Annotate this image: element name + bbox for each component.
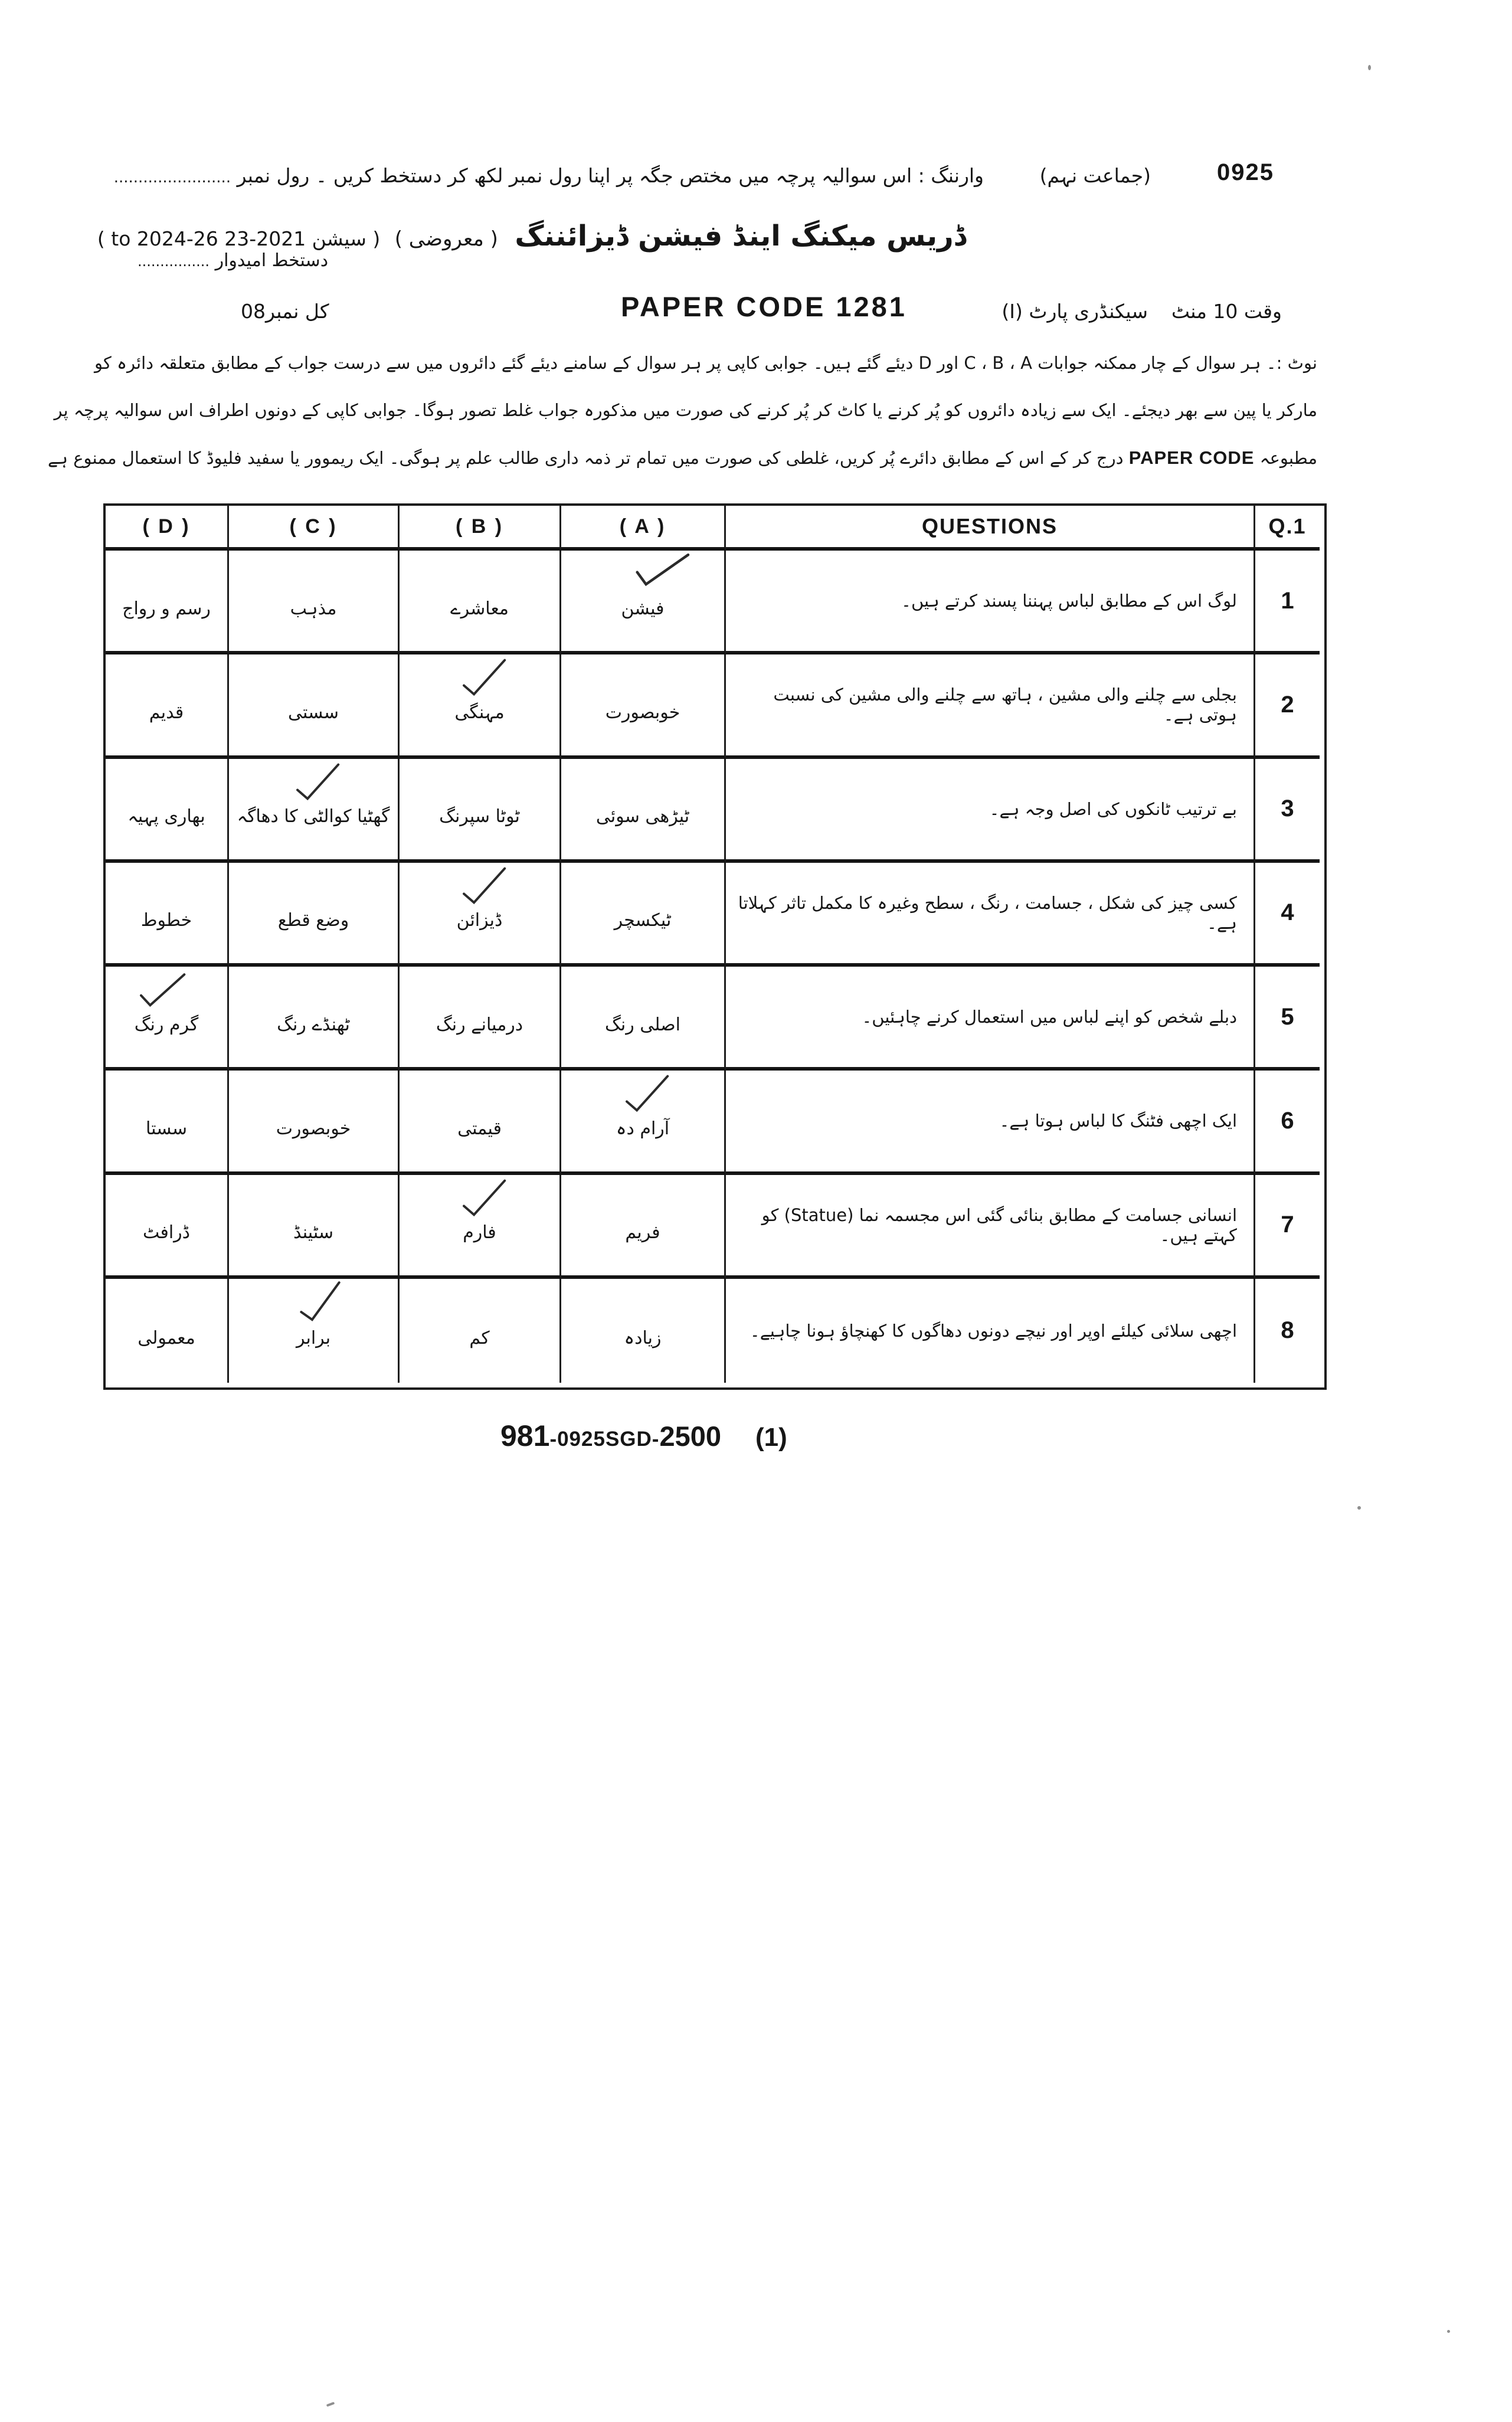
- option-d-row-3: [106, 759, 229, 863]
- option-b-row-1: [400, 551, 561, 654]
- column-header-qno: Q.1: [1255, 506, 1320, 551]
- question-number-row-7: 7: [1255, 1175, 1320, 1279]
- option-text: ٹھنڈے رنگ: [277, 1014, 350, 1035]
- print-serial: 981: [500, 1419, 550, 1452]
- answer-check-icon: [458, 865, 510, 911]
- option-d-row-8: [106, 1279, 229, 1383]
- answer-check-icon: [292, 761, 345, 807]
- option-text: فارم: [463, 1222, 496, 1243]
- option-b-row-8: [400, 1279, 561, 1383]
- option-text: گھٹیا کوالٹی کا دھاگہ: [237, 806, 390, 827]
- question-text-row-1: لوگ اس کے مطابق لباس پہننا پسند کرتے ہیں۔: [726, 551, 1255, 654]
- option-c-row-6: [229, 1071, 400, 1174]
- note-line-2: مارکر یا پین سے بھر دیجئے۔ ایک سے زیادہ دائروں کو پُر کرنے یا کاٹ کر پُر کرنے کی صورت میں مذکورہ جواب غلط تصور ہوگا۔ جوابی کاپی کے دونوں اطراف اس سوالیہ پرچہ پر: [54, 400, 1317, 420]
- question-number-row-4: 4: [1255, 863, 1320, 967]
- question-number-row-6: 6: [1255, 1071, 1320, 1174]
- warning-line: [114, 164, 984, 187]
- option-text: سستا: [145, 1118, 188, 1139]
- option-c-row-1: [229, 551, 400, 654]
- answer-check-icon: [137, 970, 188, 1014]
- paper-title: ڈریس میکنگ اینڈ فیشن ڈیزائننگ: [515, 220, 966, 253]
- answer-check-icon: [630, 543, 693, 598]
- page-number: (1): [755, 1423, 787, 1452]
- option-text: اصلی رنگ: [605, 1014, 680, 1035]
- option-b-row-4: [400, 863, 561, 967]
- option-text: سٹینڈ: [293, 1222, 334, 1243]
- option-text: قدیم: [149, 702, 184, 723]
- mcq-table: [103, 503, 1327, 1390]
- paper-number: 0925: [1217, 159, 1274, 185]
- time-allowed-label: وقت 10 منٹ: [1171, 300, 1282, 323]
- option-a-row-4: [561, 863, 726, 967]
- option-text: فریم: [625, 1222, 660, 1243]
- column-header-d: ( D ): [106, 506, 229, 551]
- column-header-questions: QUESTIONS: [726, 506, 1255, 551]
- question-text-row-4: کسی چیز کی شکل ، جسامت ، رنگ ، سطح وغیرہ کا مکمل تاثر کہلاتا ہے۔: [726, 863, 1255, 967]
- note-line-3: [48, 447, 1317, 469]
- option-d-row-2: [106, 654, 229, 758]
- note-line-1: نوٹ :۔ ہر سوال کے چار ممکنہ جوابات C ، B ، A اور D دیئے گئے ہیں۔ جوابی کاپی پر ہر سوال کے سامنے دیئے گئے دائروں میں سے درست جواب کے مطابق متعلقہ دائرہ کو: [94, 353, 1317, 373]
- option-text: ٹوٹا سپرنگ: [439, 806, 520, 827]
- candidate-signature-blank: ................: [138, 253, 210, 270]
- option-text: کم: [469, 1328, 490, 1349]
- question-text-row-6: ایک اچھی فٹنگ کا لباس ہوتا ہے۔: [726, 1071, 1255, 1174]
- option-text: درمیانے رنگ: [436, 1014, 523, 1035]
- candidate-signature-line: [138, 250, 328, 271]
- option-c-row-7: [229, 1175, 400, 1279]
- print-quantity: 2500: [659, 1421, 722, 1452]
- session-label: ( سیشن 2021-23 to 2024-26 ): [97, 227, 381, 250]
- column-header-c: ( C ): [229, 506, 400, 551]
- option-a-row-1: [561, 551, 726, 654]
- question-text-row-8: اچھی سلائی کیلئے اوپر اور نیچے دونوں دھاگوں کا کھنچاؤ ہونا چاہیے۔: [726, 1279, 1255, 1383]
- option-text: معمولی: [138, 1328, 195, 1349]
- option-b-row-2: [400, 654, 561, 758]
- scan-speck: [1447, 2330, 1450, 2333]
- roll-number-blank: ........................: [113, 169, 231, 186]
- option-text: وضع قطع: [277, 910, 349, 931]
- option-text: معاشرے: [450, 598, 509, 619]
- option-text: خوبصورت: [605, 702, 680, 723]
- option-c-row-2: [229, 654, 400, 758]
- option-text: فیشن: [621, 598, 665, 619]
- option-d-row-1: [106, 551, 229, 654]
- warning-text: وارننگ : اس سوالیہ پرچہ میں مختص جگہ پر اپنا رول نمبر لکھ کر دستخط کریں ۔: [315, 164, 984, 187]
- question-text-row-7: انسانی جسامت کے مطابق بنائی گئی اس مجسمہ نما (Statue) کو کہتے ہیں۔: [726, 1175, 1255, 1279]
- option-d-row-4: [106, 863, 229, 967]
- option-a-row-6: [561, 1071, 726, 1174]
- option-text: رسم و رواج: [122, 598, 211, 619]
- roll-number-label: رول نمبر: [237, 164, 310, 187]
- answer-check-icon: [293, 1278, 349, 1328]
- option-text: قیمتی: [457, 1118, 502, 1139]
- class-label: (جماعت نہم): [1039, 164, 1151, 187]
- secondary-part-label: سیکنڈری پارٹ (I): [1002, 300, 1148, 323]
- scan-speck: [326, 2402, 335, 2407]
- option-a-row-3: [561, 759, 726, 863]
- print-imprint: [500, 1419, 787, 1453]
- question-number-row-5: 5: [1255, 967, 1320, 1071]
- paper-code-label: PAPER CODE 1281: [621, 291, 907, 322]
- option-a-row-2: [561, 654, 726, 758]
- option-a-row-5: [561, 967, 726, 1071]
- note-3-paper-code: PAPER CODE: [1128, 447, 1255, 468]
- option-text: خطوط: [140, 910, 192, 931]
- option-a-row-8: [561, 1279, 726, 1383]
- scan-speck: [1368, 65, 1371, 70]
- print-code: -0925SGD-: [549, 1428, 660, 1451]
- option-b-row-5: [400, 967, 561, 1071]
- option-d-row-5: [106, 967, 229, 1071]
- question-number-row-2: 2: [1255, 654, 1320, 758]
- answer-check-icon: [458, 1177, 510, 1223]
- total-marks-label: کل نمبر08: [241, 300, 329, 323]
- option-text: مذہب: [290, 598, 337, 619]
- option-text: آرام دہ: [616, 1118, 670, 1139]
- column-header-a: ( A ): [561, 506, 726, 551]
- title-line: [97, 220, 966, 253]
- option-text: زیادہ: [624, 1328, 662, 1349]
- option-b-row-3: [400, 759, 561, 863]
- option-text: ڈیزائن: [456, 910, 503, 931]
- option-c-row-4: [229, 863, 400, 967]
- option-text: ٹیکسچر: [614, 910, 672, 931]
- candidate-signature-label: دستخط امیدوار: [215, 250, 329, 271]
- option-c-row-5: [229, 967, 400, 1071]
- question-number-row-8: 8: [1281, 1317, 1294, 1344]
- option-text: برابر: [296, 1328, 331, 1349]
- option-c-row-8: [229, 1279, 400, 1383]
- note-3-rest: درج کر کے اس کے مطابق دائرے پُر کریں، غلطی کی صورت میں تمام تر ذمہ داری طالب علم پر ہوگی۔ ایک ریموور یا سفید فلیوڈ کا استعمال ممنوع ہے: [48, 448, 1124, 468]
- option-d-row-6: [106, 1071, 229, 1174]
- question-text-row-5: دبلے شخص کو اپنے لباس میں استعمال کرنے چاہئیں۔: [726, 967, 1255, 1071]
- option-b-row-6: [400, 1071, 561, 1174]
- option-text: بھاری پہیہ: [127, 806, 205, 827]
- option-a-row-7: [561, 1175, 726, 1279]
- option-d-row-7: [106, 1175, 229, 1279]
- note-3-prefix: مطبوعہ: [1259, 448, 1317, 468]
- question-text-row-3: بے ترتیب ٹانکوں کی اصل وجہ ہے۔: [726, 759, 1255, 863]
- option-b-row-7: [400, 1175, 561, 1279]
- answer-check-icon: [458, 656, 510, 702]
- option-c-row-3: [229, 759, 400, 863]
- option-text: خوبصورت: [276, 1118, 351, 1139]
- paper-type-label: ( معروضی ): [394, 227, 498, 251]
- column-header-b: ( B ): [400, 506, 561, 551]
- answer-check-icon: [621, 1072, 674, 1118]
- scan-speck: [1357, 1506, 1361, 1510]
- question-text-row-2: بجلی سے چلنے والی مشین ، ہاتھ سے چلنے والی مشین کی نسبت ہوتی ہے۔: [726, 654, 1255, 758]
- option-text: ٹیڑھی سوئی: [595, 806, 690, 827]
- option-text: سستی: [288, 702, 339, 723]
- option-text: ڈرافٹ: [143, 1222, 190, 1243]
- option-text: مہنگی: [454, 702, 505, 723]
- question-number-row-3: 3: [1255, 759, 1320, 863]
- question-number-row-1: 1: [1255, 551, 1320, 654]
- option-text: گرم رنگ: [134, 1014, 199, 1035]
